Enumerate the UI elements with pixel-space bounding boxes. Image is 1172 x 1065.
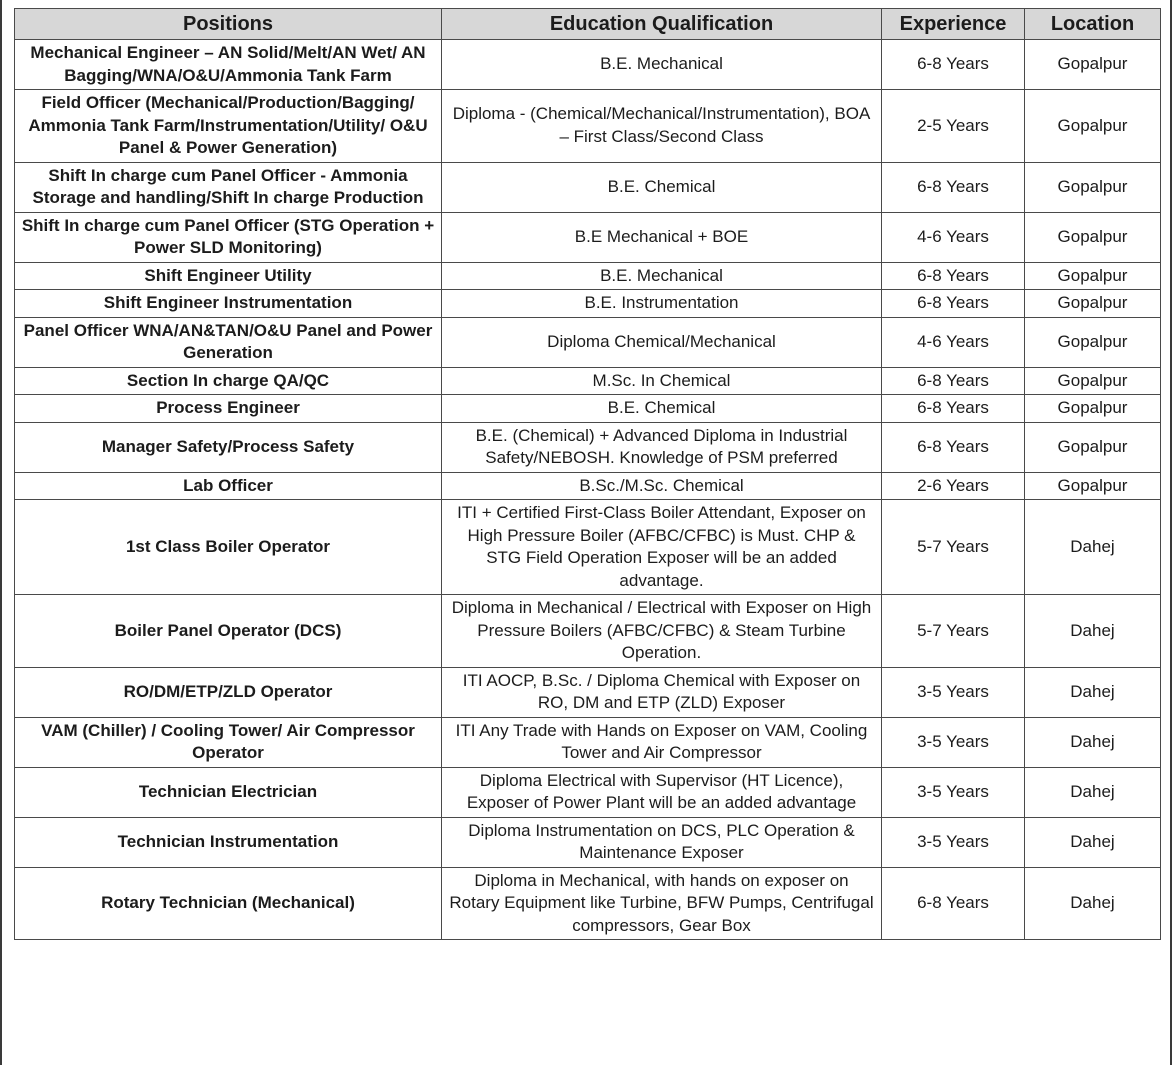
table-row xyxy=(15,290,1161,318)
education-cell: B.E Mechanical + BOE xyxy=(442,212,882,262)
location-cell: Gopalpur xyxy=(1025,40,1161,90)
table-row xyxy=(15,472,1161,500)
education-cell: B.E. (Chemical) + Advanced Diploma in Industrial Safety/NEBOSH. Knowledge of PSM preferred xyxy=(442,422,882,472)
location-cell: Dahej xyxy=(1025,717,1161,767)
location-cell: Gopalpur xyxy=(1025,262,1161,290)
position-cell: Shift In charge cum Panel Officer (STG Operation + Power SLD Monitoring) xyxy=(15,212,442,262)
location-cell: Gopalpur xyxy=(1025,212,1161,262)
table-row xyxy=(15,595,1161,668)
table-row xyxy=(15,40,1161,90)
location-cell: Gopalpur xyxy=(1025,395,1161,423)
position-cell: 1st Class Boiler Operator xyxy=(15,500,442,595)
experience-cell: 6-8 Years xyxy=(882,367,1025,395)
experience-cell: 5-7 Years xyxy=(882,500,1025,595)
table-row xyxy=(15,367,1161,395)
experience-cell: 2-6 Years xyxy=(882,472,1025,500)
table-row xyxy=(15,262,1161,290)
table-header xyxy=(15,9,1161,40)
position-cell: RO/DM/ETP/ZLD Operator xyxy=(15,667,442,717)
location-cell: Dahej xyxy=(1025,667,1161,717)
experience-cell: 3-5 Years xyxy=(882,817,1025,867)
education-cell: ITI Any Trade with Hands on Exposer on VAM, Cooling Tower and Air Compressor xyxy=(442,717,882,767)
table-row xyxy=(15,717,1161,767)
table-row xyxy=(15,667,1161,717)
location-cell: Dahej xyxy=(1025,817,1161,867)
education-cell: B.E. Chemical xyxy=(442,162,882,212)
location-cell: Dahej xyxy=(1025,500,1161,595)
education-cell: B.E. Chemical xyxy=(442,395,882,423)
table-row xyxy=(15,90,1161,163)
position-cell: Panel Officer WNA/AN&TAN/O&U Panel and Power Generation xyxy=(15,317,442,367)
table-row xyxy=(15,317,1161,367)
header-education: Education Qualification xyxy=(442,9,882,40)
position-cell: Section In charge QA/QC xyxy=(15,367,442,395)
experience-cell: 6-8 Years xyxy=(882,867,1025,940)
header-row xyxy=(15,9,1161,40)
location-cell: Gopalpur xyxy=(1025,90,1161,163)
location-cell: Gopalpur xyxy=(1025,290,1161,318)
table-body xyxy=(15,40,1161,940)
table-row xyxy=(15,422,1161,472)
experience-cell: 6-8 Years xyxy=(882,395,1025,423)
education-cell: B.E. Instrumentation xyxy=(442,290,882,318)
position-cell: Manager Safety/Process Safety xyxy=(15,422,442,472)
table-row xyxy=(15,767,1161,817)
experience-cell: 2-5 Years xyxy=(882,90,1025,163)
location-cell: Gopalpur xyxy=(1025,317,1161,367)
position-cell: Shift Engineer Instrumentation xyxy=(15,290,442,318)
location-cell: Gopalpur xyxy=(1025,472,1161,500)
education-cell: Diploma Electrical with Supervisor (HT Licence), Exposer of Power Plant will be an added advantage xyxy=(442,767,882,817)
education-cell: Diploma in Mechanical, with hands on exposer on Rotary Equipment like Turbine, BFW Pumps, Centrifugal compressors, Gear Box xyxy=(442,867,882,940)
position-cell: Process Engineer xyxy=(15,395,442,423)
location-cell: Dahej xyxy=(1025,595,1161,668)
experience-cell: 6-8 Years xyxy=(882,262,1025,290)
header-location: Location xyxy=(1025,9,1161,40)
header-positions: Positions xyxy=(15,9,442,40)
position-cell: Technician Electrician xyxy=(15,767,442,817)
position-cell: Technician Instrumentation xyxy=(15,817,442,867)
experience-cell: 6-8 Years xyxy=(882,290,1025,318)
position-cell: Shift Engineer Utility xyxy=(15,262,442,290)
education-cell: ITI AOCP, B.Sc. / Diploma Chemical with Exposer on RO, DM and ETP (ZLD) Exposer xyxy=(442,667,882,717)
education-cell: B.E. Mechanical xyxy=(442,40,882,90)
position-cell: Mechanical Engineer – AN Solid/Melt/AN Wet/ AN Bagging/WNA/O&U/Ammonia Tank Farm xyxy=(15,40,442,90)
experience-cell: 4-6 Years xyxy=(882,212,1025,262)
education-cell: M.Sc. In Chemical xyxy=(442,367,882,395)
table-row xyxy=(15,500,1161,595)
table-row xyxy=(15,212,1161,262)
education-cell: Diploma Instrumentation on DCS, PLC Operation & Maintenance Exposer xyxy=(442,817,882,867)
education-cell: B.E. Mechanical xyxy=(442,262,882,290)
location-cell: Gopalpur xyxy=(1025,367,1161,395)
positions-table xyxy=(14,8,1161,940)
experience-cell: 3-5 Years xyxy=(882,767,1025,817)
experience-cell: 3-5 Years xyxy=(882,667,1025,717)
experience-cell: 5-7 Years xyxy=(882,595,1025,668)
education-cell: Diploma Chemical/Mechanical xyxy=(442,317,882,367)
table-row xyxy=(15,867,1161,940)
location-cell: Dahej xyxy=(1025,867,1161,940)
position-cell: Field Officer (Mechanical/Production/Bagging/ Ammonia Tank Farm/Instrumentation/Utility/ O&U Panel & Power Generation) xyxy=(15,90,442,163)
position-cell: Shift In charge cum Panel Officer - Ammonia Storage and handling/Shift In charge Production xyxy=(15,162,442,212)
education-cell: Diploma in Mechanical / Electrical with Exposer on High Pressure Boilers (AFBC/CFBC) & Steam Turbine Operation. xyxy=(442,595,882,668)
experience-cell: 3-5 Years xyxy=(882,717,1025,767)
position-cell: VAM (Chiller) / Cooling Tower/ Air Compressor Operator xyxy=(15,717,442,767)
education-cell: Diploma - (Chemical/Mechanical/Instrumentation), BOA – First Class/Second Class xyxy=(442,90,882,163)
location-cell: Dahej xyxy=(1025,767,1161,817)
location-cell: Gopalpur xyxy=(1025,422,1161,472)
experience-cell: 6-8 Years xyxy=(882,40,1025,90)
position-cell: Boiler Panel Operator (DCS) xyxy=(15,595,442,668)
table-row xyxy=(15,817,1161,867)
experience-cell: 6-8 Years xyxy=(882,422,1025,472)
position-cell: Rotary Technician (Mechanical) xyxy=(15,867,442,940)
table-row xyxy=(15,395,1161,423)
location-cell: Gopalpur xyxy=(1025,162,1161,212)
table-row xyxy=(15,162,1161,212)
position-cell: Lab Officer xyxy=(15,472,442,500)
experience-cell: 6-8 Years xyxy=(882,162,1025,212)
header-experience: Experience xyxy=(882,9,1025,40)
education-cell: ITI + Certified First-Class Boiler Attendant, Exposer on High Pressure Boiler (AFBC/CFBC) is Must. CHP & STG Field Operation Exposer will be an added advantage. xyxy=(442,500,882,595)
education-cell: B.Sc./M.Sc. Chemical xyxy=(442,472,882,500)
experience-cell: 4-6 Years xyxy=(882,317,1025,367)
